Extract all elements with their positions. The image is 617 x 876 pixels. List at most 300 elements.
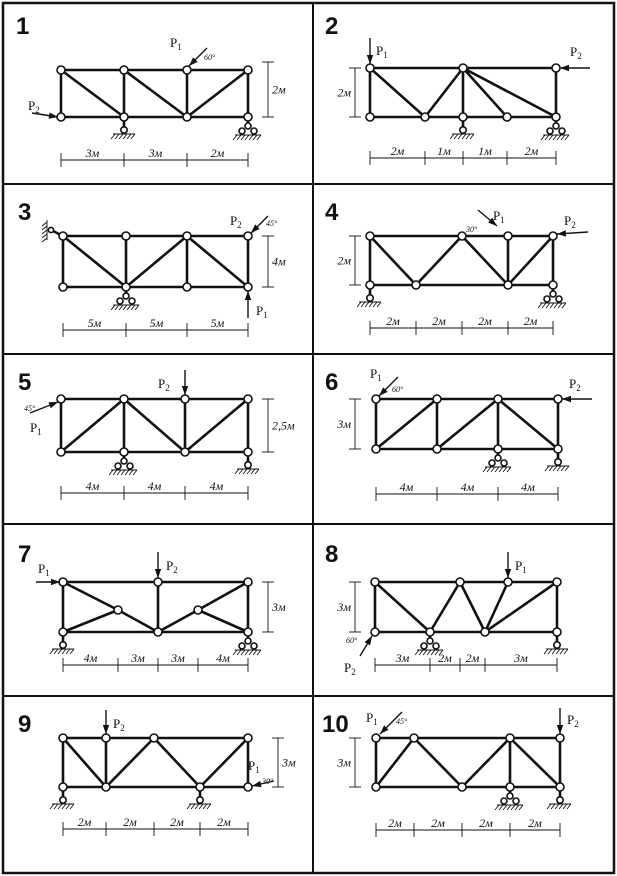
truss-joint [154, 578, 162, 586]
roller-wheel [433, 643, 439, 649]
dimension-label: 1м [437, 144, 451, 158]
dimension-label: 5м [149, 316, 164, 330]
load-arrowhead [155, 569, 161, 578]
truss-joint [456, 578, 464, 586]
ground-hatch [357, 302, 361, 307]
wall-hatch [42, 234, 47, 238]
ground-hatch [50, 649, 54, 654]
truss-joint [372, 395, 380, 403]
roller-joint [553, 123, 559, 129]
ground-hatch [111, 305, 115, 310]
ground-hatch [558, 303, 562, 308]
dimension-label: 2м [388, 816, 402, 830]
roller-joint [495, 455, 501, 461]
angle-label: 60° [346, 636, 358, 645]
truss-joint [426, 628, 434, 636]
truss-joint [59, 734, 67, 742]
ground-hatch [487, 467, 491, 472]
truss-joint [244, 283, 252, 291]
ground-hatch [564, 649, 568, 654]
problem-number: 1 [16, 13, 30, 40]
load-arrowhead [367, 55, 373, 64]
roller-wheel [239, 128, 245, 134]
ground-hatch [255, 469, 259, 474]
truss-joint [59, 783, 67, 791]
load-arrowhead [505, 569, 511, 578]
ground-hatch [233, 135, 237, 140]
ground-hatch [125, 470, 129, 475]
load-label: $P_2$ [166, 558, 178, 575]
ground-hatch [245, 135, 249, 140]
truss-joint [504, 232, 512, 240]
ground-hatch [556, 649, 560, 654]
ground-hatch [560, 649, 564, 654]
ground-hatch [458, 134, 462, 139]
ground-hatch [187, 804, 191, 809]
height-label: 3м [337, 755, 351, 770]
truss-joint [57, 395, 65, 403]
truss-joint [120, 395, 128, 403]
truss-member [158, 610, 198, 632]
truss-joint [244, 783, 252, 791]
truss-joint [433, 445, 441, 453]
pin-joint [60, 642, 66, 648]
angle-label: 45° [266, 219, 278, 228]
ground-hatch [495, 805, 499, 810]
ground-hatch [519, 805, 523, 810]
ground-hatch [545, 466, 549, 471]
ground-hatch [546, 303, 550, 308]
height-label: 2,5м [272, 418, 295, 433]
dimension-label: 4м [209, 479, 224, 493]
roller-wheel [489, 460, 495, 466]
load-label: $P_1$ [38, 561, 50, 578]
dimension-label: 2м [386, 314, 400, 328]
load-label: $P_2$ [569, 376, 581, 393]
wall-hatch [42, 226, 47, 230]
pin-joint [367, 295, 373, 301]
truss-joint [59, 628, 67, 636]
ground-hatch [423, 650, 427, 655]
ground-hatch [553, 135, 557, 140]
roller-joint [245, 638, 251, 644]
load-label: $P_2$ [564, 213, 576, 230]
ground-hatch [503, 467, 507, 472]
ground-hatch [499, 467, 503, 472]
truss-member [63, 738, 106, 787]
ground-hatch [483, 467, 487, 472]
truss-member [498, 399, 558, 449]
ground-hatch [131, 134, 135, 139]
ground-hatch [66, 649, 70, 654]
ground-hatch [199, 804, 203, 809]
truss-member [200, 738, 248, 787]
load-label: $P_1$ [256, 303, 268, 320]
ground-hatch [127, 134, 131, 139]
truss-joint [244, 66, 252, 74]
load-arrowhead [557, 725, 563, 734]
ground-hatch [551, 804, 555, 809]
dimension-label: 4м [83, 651, 98, 665]
ground-hatch [559, 804, 563, 809]
ground-hatch [544, 649, 548, 654]
truss-member [430, 582, 460, 632]
ground-hatch [127, 305, 131, 310]
load-label: $P_1$ [515, 558, 527, 575]
truss-joint [366, 281, 374, 289]
pin-joint [197, 797, 203, 803]
truss-joint [371, 628, 379, 636]
ground-hatch [555, 804, 559, 809]
truss-joint [194, 606, 202, 614]
ground-hatch [549, 135, 553, 140]
truss-member [198, 610, 248, 632]
ground-hatch [431, 650, 435, 655]
ground-hatch [235, 469, 239, 474]
truss-member [198, 582, 248, 610]
ground-hatch [563, 804, 567, 809]
truss-joint [120, 448, 128, 456]
truss-joint [244, 113, 252, 121]
load-arrowhead [48, 402, 58, 408]
truss-member [414, 738, 462, 787]
truss-joint [244, 734, 252, 742]
height-label: 2м [337, 253, 351, 268]
truss-member [376, 738, 414, 787]
truss-member [63, 582, 118, 610]
ground-hatch [58, 649, 62, 654]
truss-joint [102, 783, 110, 791]
truss-joint [183, 232, 191, 240]
truss-member [63, 236, 126, 287]
ground-hatch [419, 650, 423, 655]
ground-hatch [203, 804, 207, 809]
truss-member [61, 70, 124, 117]
dimension-label: 5м [210, 316, 225, 330]
ground-hatch [247, 469, 251, 474]
truss-member [425, 68, 463, 117]
ground-hatch [253, 135, 257, 140]
truss-joint [421, 113, 429, 121]
dimension-label: 4м [521, 480, 535, 494]
ground-hatch [62, 649, 66, 654]
height-label: 2м [337, 85, 351, 100]
ground-hatch [415, 650, 419, 655]
truss-member [460, 582, 485, 632]
dimension-label: 2м [528, 816, 542, 830]
load-arrowhead [103, 725, 109, 734]
ground-hatch [70, 804, 74, 809]
dimension-label: 2м [479, 816, 493, 830]
dimension-label: 3м [148, 146, 163, 160]
ground-hatch [552, 649, 556, 654]
ground-hatch [133, 470, 137, 475]
ground-hatch [491, 467, 495, 472]
truss-panel-5 [18, 369, 295, 500]
truss-joint [244, 578, 252, 586]
pin-joint [557, 797, 563, 803]
roller-wheel [559, 128, 565, 134]
ground-hatch [233, 650, 237, 655]
height-label: 2м [272, 82, 286, 97]
dimension-label: 3м [395, 651, 410, 665]
ground-hatch [511, 805, 515, 810]
dimension-label: 4м [85, 479, 100, 493]
pin-joint [460, 127, 466, 133]
truss-joint [553, 628, 561, 636]
height-label: 4м [272, 254, 286, 269]
load-label: $P_2$ [567, 712, 579, 729]
roller-wheel [501, 798, 507, 804]
truss-member [61, 399, 124, 452]
ground-hatch [251, 469, 255, 474]
truss-member [124, 70, 187, 117]
truss-member [106, 738, 154, 787]
truss-member [370, 236, 416, 285]
truss-member [376, 399, 437, 449]
ground-hatch [191, 804, 195, 809]
ground-hatch [454, 134, 458, 139]
roller-wheel [513, 798, 519, 804]
ground-hatch [249, 135, 253, 140]
load-label: $P_2$ [344, 660, 356, 677]
roller-joint [427, 638, 433, 644]
ground-hatch [550, 303, 554, 308]
load-label: $P_1$ [376, 43, 388, 60]
truss-joint [59, 578, 67, 586]
truss-joint [459, 113, 467, 121]
truss-joint [433, 395, 441, 403]
ground-hatch [541, 135, 545, 140]
dimension-label: 2м [210, 146, 225, 160]
dimension-label: 2м [465, 651, 480, 665]
ground-hatch [561, 466, 565, 471]
truss-joint [503, 113, 511, 121]
truss-joint [506, 734, 514, 742]
roller-joint [507, 793, 513, 799]
truss-joint [372, 734, 380, 742]
truss-member [154, 738, 200, 787]
truss-joint [366, 64, 374, 72]
ground-hatch [557, 135, 561, 140]
ground-hatch [565, 466, 569, 471]
roller-wheel [251, 128, 257, 134]
angle-label: 30° [466, 225, 478, 234]
load-label: $P_1$ [366, 710, 378, 727]
ground-hatch [54, 649, 58, 654]
pin-joint [245, 462, 251, 468]
truss-panel-6 [325, 366, 592, 501]
truss-joint [494, 395, 502, 403]
truss-member [63, 610, 118, 632]
pin-joint [121, 127, 127, 133]
wall-hatch [42, 238, 47, 242]
panel-grid [3, 3, 614, 873]
ground-hatch [119, 305, 123, 310]
truss-joint [183, 283, 191, 291]
ground-hatch [561, 135, 565, 140]
problem-number: 8 [325, 541, 339, 568]
truss-member [462, 236, 508, 285]
ground-hatch [545, 135, 549, 140]
roller-wheel [501, 460, 507, 466]
truss-joint [366, 113, 374, 121]
dimension-label: 2м [123, 815, 137, 829]
dimension-label: 5м [87, 316, 102, 330]
ground-hatch [237, 650, 241, 655]
ground-hatch [554, 303, 558, 308]
truss-joint [504, 578, 512, 586]
ground-hatch [515, 805, 519, 810]
truss-member [370, 68, 425, 117]
roller-wheel [547, 128, 553, 134]
truss-joint [410, 734, 418, 742]
dimension-label: 2м [478, 314, 492, 328]
truss-joint [244, 628, 252, 636]
ground-hatch [119, 134, 123, 139]
truss-joint [366, 232, 374, 240]
wall-hatch [42, 222, 47, 226]
truss-panel-7 [18, 541, 286, 672]
ground-hatch [109, 470, 113, 475]
load-label: $P_2$ [570, 44, 582, 61]
truss-joint [556, 734, 564, 742]
dimension-label: 2м [524, 144, 539, 158]
height-label: 3м [337, 600, 351, 614]
load-label: $P_2$ [230, 213, 242, 230]
ground-hatch [243, 469, 247, 474]
pin-joint [60, 797, 66, 803]
truss-joint [102, 734, 110, 742]
ground-hatch [241, 650, 245, 655]
ground-hatch [253, 650, 257, 655]
ground-hatch [427, 650, 431, 655]
ground-hatch [257, 650, 261, 655]
ground-hatch [557, 466, 561, 471]
problem-number: 5 [18, 369, 32, 396]
truss-joint [120, 113, 128, 121]
load-arrowhead [365, 636, 372, 645]
ground-hatch [365, 302, 369, 307]
dimension-label: 4м [399, 480, 414, 494]
truss-member [375, 582, 430, 632]
load-label: $P_2$ [113, 716, 125, 733]
ground-hatch [450, 134, 454, 139]
dimension-label: 2м [170, 815, 184, 829]
angle-label: 30° [262, 777, 274, 786]
dimension-label: 3м [171, 651, 185, 665]
truss-joint [552, 64, 560, 72]
angle-label: 60° [204, 53, 216, 62]
dimension-label: 3м [514, 651, 528, 665]
truss-joint [244, 232, 252, 240]
truss-joint [57, 448, 65, 456]
truss-panel-9 [18, 710, 296, 836]
ground-hatch [111, 134, 115, 139]
load-arrowhead [562, 396, 571, 402]
ground-hatch [549, 466, 553, 471]
roller-wheel [421, 643, 427, 649]
ground-hatch [241, 135, 245, 140]
truss-joint [371, 578, 379, 586]
truss-member [437, 399, 498, 449]
truss-member [416, 236, 462, 285]
roller-joint [123, 293, 129, 299]
ground-hatch [542, 303, 546, 308]
ground-hatch [567, 804, 571, 809]
truss-member [187, 70, 248, 117]
truss-member [510, 738, 560, 787]
truss-joint [181, 448, 189, 456]
ground-hatch [129, 470, 133, 475]
problem-number: 2 [325, 13, 339, 40]
truss-joint [494, 445, 502, 453]
ground-hatch [377, 302, 381, 307]
roller-joint [121, 458, 127, 464]
load-label: $P_1$ [30, 420, 42, 437]
roller-joint [550, 291, 556, 297]
truss-member [126, 236, 187, 287]
height-label: 3м [282, 755, 296, 770]
ground-hatch [58, 804, 62, 809]
ground-hatch [54, 804, 58, 809]
truss-joint [372, 783, 380, 791]
dimension-label: 4м [147, 479, 162, 493]
load-label: $P_1$ [170, 35, 182, 52]
ground-hatch [257, 135, 261, 140]
ground-hatch [117, 470, 121, 475]
ground-hatch [562, 303, 566, 308]
ground-hatch [553, 466, 557, 471]
truss-member [187, 236, 248, 287]
ground-hatch [565, 135, 569, 140]
ground-hatch [361, 302, 365, 307]
truss-joint [372, 445, 380, 453]
truss-joint [549, 232, 557, 240]
ground-hatch [195, 804, 199, 809]
truss-joint [183, 66, 191, 74]
ground-hatch [66, 804, 70, 809]
problem-number: 3 [18, 199, 32, 226]
ground-hatch [239, 469, 243, 474]
roller-wheel [544, 296, 550, 302]
load-arrowhead [560, 65, 569, 71]
truss-joint [412, 281, 420, 289]
truss-joint [244, 395, 252, 403]
truss-member [185, 399, 248, 452]
truss-joint [114, 606, 122, 614]
truss-joint [549, 281, 557, 289]
ground-hatch [115, 134, 119, 139]
height-label: 3м [272, 600, 286, 614]
dimension-label: 2м [217, 815, 231, 829]
truss-joint [481, 628, 489, 636]
truss-joint [57, 66, 65, 74]
load-arrowhead [182, 386, 188, 395]
truss-joint [122, 283, 130, 291]
dimension-label: 4м [216, 651, 230, 665]
dimension-label: 2м [390, 144, 405, 158]
wall-hatch [42, 230, 47, 234]
dimension-label: 2м [438, 651, 452, 665]
dimension-label: 2м [523, 314, 538, 328]
ground-hatch [121, 470, 125, 475]
ground-hatch [123, 305, 127, 310]
roller-wheel [129, 298, 135, 304]
ground-hatch [373, 302, 377, 307]
truss-joint [196, 783, 204, 791]
roller-wheel [115, 463, 121, 469]
